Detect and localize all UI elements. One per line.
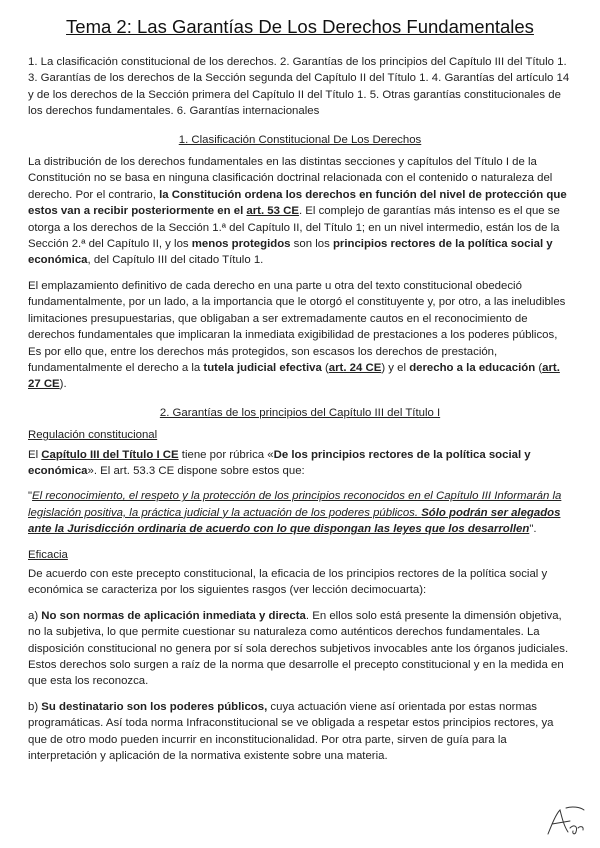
section-1-paragraph-2 bbox=[28, 278, 572, 393]
text-span: ) y el bbox=[381, 361, 410, 374]
section-1-heading: 1. Clasificación Constitucional De Los Derechos bbox=[178, 133, 422, 146]
section-2-paragraph-1 bbox=[28, 447, 572, 480]
article-53-link[interactable]: art. 53 CE bbox=[246, 205, 299, 218]
bold-text: menos protegidos bbox=[191, 238, 291, 251]
text-span: ( bbox=[321, 361, 329, 374]
article-quote bbox=[28, 488, 572, 537]
text-span: . El complejo de garantías más intenso es el que se otorga a los derechos de la Sección 1.ª del Capítulo II, del Título 1; en un nivel intermedio, están los de la Sección 2.ª del Capítulo II, y los bbox=[28, 205, 560, 251]
quote-mark: " bbox=[28, 490, 33, 503]
bold-text: la Constitución ordena los derechos en función del nivel de protección que estos van a recibir posteriormente en el bbox=[28, 188, 567, 218]
article-24-link[interactable]: art. 24 CE bbox=[328, 361, 382, 374]
document-page bbox=[28, 14, 572, 773]
topics-summary: 1. La clasificación constitucional de los derechos. 2. Garantías de los principios del Capítulo III del Título 1. 3. Garantías de los derechos de la Sección segunda del Capítulo II del Título 1. 4. Garantías del artículo 14 y de los derechos de la Sección primera del Capítulo II del Título 1. 5. Otras garantías constitucionales de los derechos fundamentales. 6. Garantías internacionales bbox=[28, 56, 570, 118]
section-2-heading: 2. Garantías de los principios del Capítulo III del Título I bbox=[159, 406, 441, 419]
quote-bold-text: Sólo podrán ser alegados ante la Jurisdicción ordinaria de acuerdo con lo que dispongan las leyes que los desarrollen bbox=[28, 506, 561, 536]
text-span: ( bbox=[535, 361, 543, 374]
subheading-regulacion: Regulación constitucional bbox=[28, 429, 158, 442]
text-span: El emplazamiento definitivo de cada derecho en una parte u otra del texto constitucional obedeció fundamentalmente, por un lado, a la importancia que le otorgó el constituyente y, por otro, a las ineludibles limitaciones presupuestarias, que obligaban a ser extremadamente cautos en el reconocimiento de derechos fundamentales que implicaran la inmediata exigibilidad de prestaciones a los poderes públicos, Es por ello que, entre los derechos más protegidos, son escasos los derechos de prestación, fundamentalmente el derecho a la bbox=[28, 279, 566, 374]
text-span: son los bbox=[290, 238, 333, 251]
bold-text: derecho a la educación bbox=[409, 361, 536, 374]
signature-logo bbox=[542, 804, 588, 840]
bold-text: tutela judicial efectiva bbox=[203, 361, 322, 374]
quote-mark: ". bbox=[529, 523, 537, 536]
capitulo-iii-link[interactable]: Capítulo III del Título I CE bbox=[41, 448, 179, 461]
bold-text: De los principios rectores de la política social y económica bbox=[28, 448, 531, 477]
text-span: La distribución de los derechos fundamentales en las distintas secciones y capítulos del Título I de la Constitución no se basa en ninguna clasificación doctrinal relacionada con el contenido o naturaleza del derecho. Por el contrario, bbox=[28, 156, 553, 201]
text-span: a) bbox=[28, 609, 42, 622]
text-span: El bbox=[28, 448, 42, 461]
text-span: . En ellos solo está presente la dimensión objetiva, no la subjetiva, lo que permite cuestionar su naturaleza como auténticos derechos fundamentales. La disposición constitucional no genera por sí sola derechos subjetivos invocables ante los órganos judiciales. Estos derechos solo surgen a raíz de la norma que desarrolle el precepto constitucional y en la medida en que esta los reconozca. bbox=[28, 609, 569, 688]
bold-text: Su destinatario son los poderes públicos, bbox=[41, 700, 268, 713]
text-span: tiene por rúbrica « bbox=[178, 448, 274, 461]
text-span: cuya actuación viene así orientada por estas normas programáticas. Así toda norma Infraconstitucional se ve obligada a respetar estos principios rectores, ya que de otro modo pueden incurrir en inconstitucionalidad. Por otra parte, sirven de guía para la interpretación y aplicación de la normativa existente sobre una materia. bbox=[28, 700, 554, 763]
subheading-eficacia: Eficacia bbox=[28, 548, 68, 561]
section-1-paragraph-1 bbox=[28, 154, 572, 269]
text-span: , del Capítulo III del citado Título 1. bbox=[87, 254, 264, 267]
quote-text: El reconocimiento, el respeto y la protección de los principios reconocidos en el Capítulo III Informarán la legislación positiva, la práctica judicial y la actuación de los poderes públicos. bbox=[28, 490, 562, 519]
section-2-paragraph-2: De acuerdo con este precepto constitucional, la eficacia de los principios rectores de la política social y económica se caracteriza por los siguientes rasgos (ver lección decimocuarta): bbox=[28, 567, 548, 597]
article-27-link[interactable]: art. 27 CE bbox=[28, 361, 560, 391]
text-span: ». El art. 53.3 CE dispone sobre estos que: bbox=[87, 464, 305, 477]
document-title: Tema 2: Las Garantías De Los Derechos Fundamentales bbox=[66, 16, 534, 37]
bold-text: No son normas de aplicación inmediata y directa bbox=[41, 609, 306, 622]
bold-text: principios rectores de la política social y económica bbox=[28, 238, 553, 267]
text-span: ). bbox=[59, 378, 67, 391]
item-b bbox=[28, 699, 572, 765]
text-span: b) bbox=[28, 700, 42, 713]
item-a bbox=[28, 608, 572, 690]
